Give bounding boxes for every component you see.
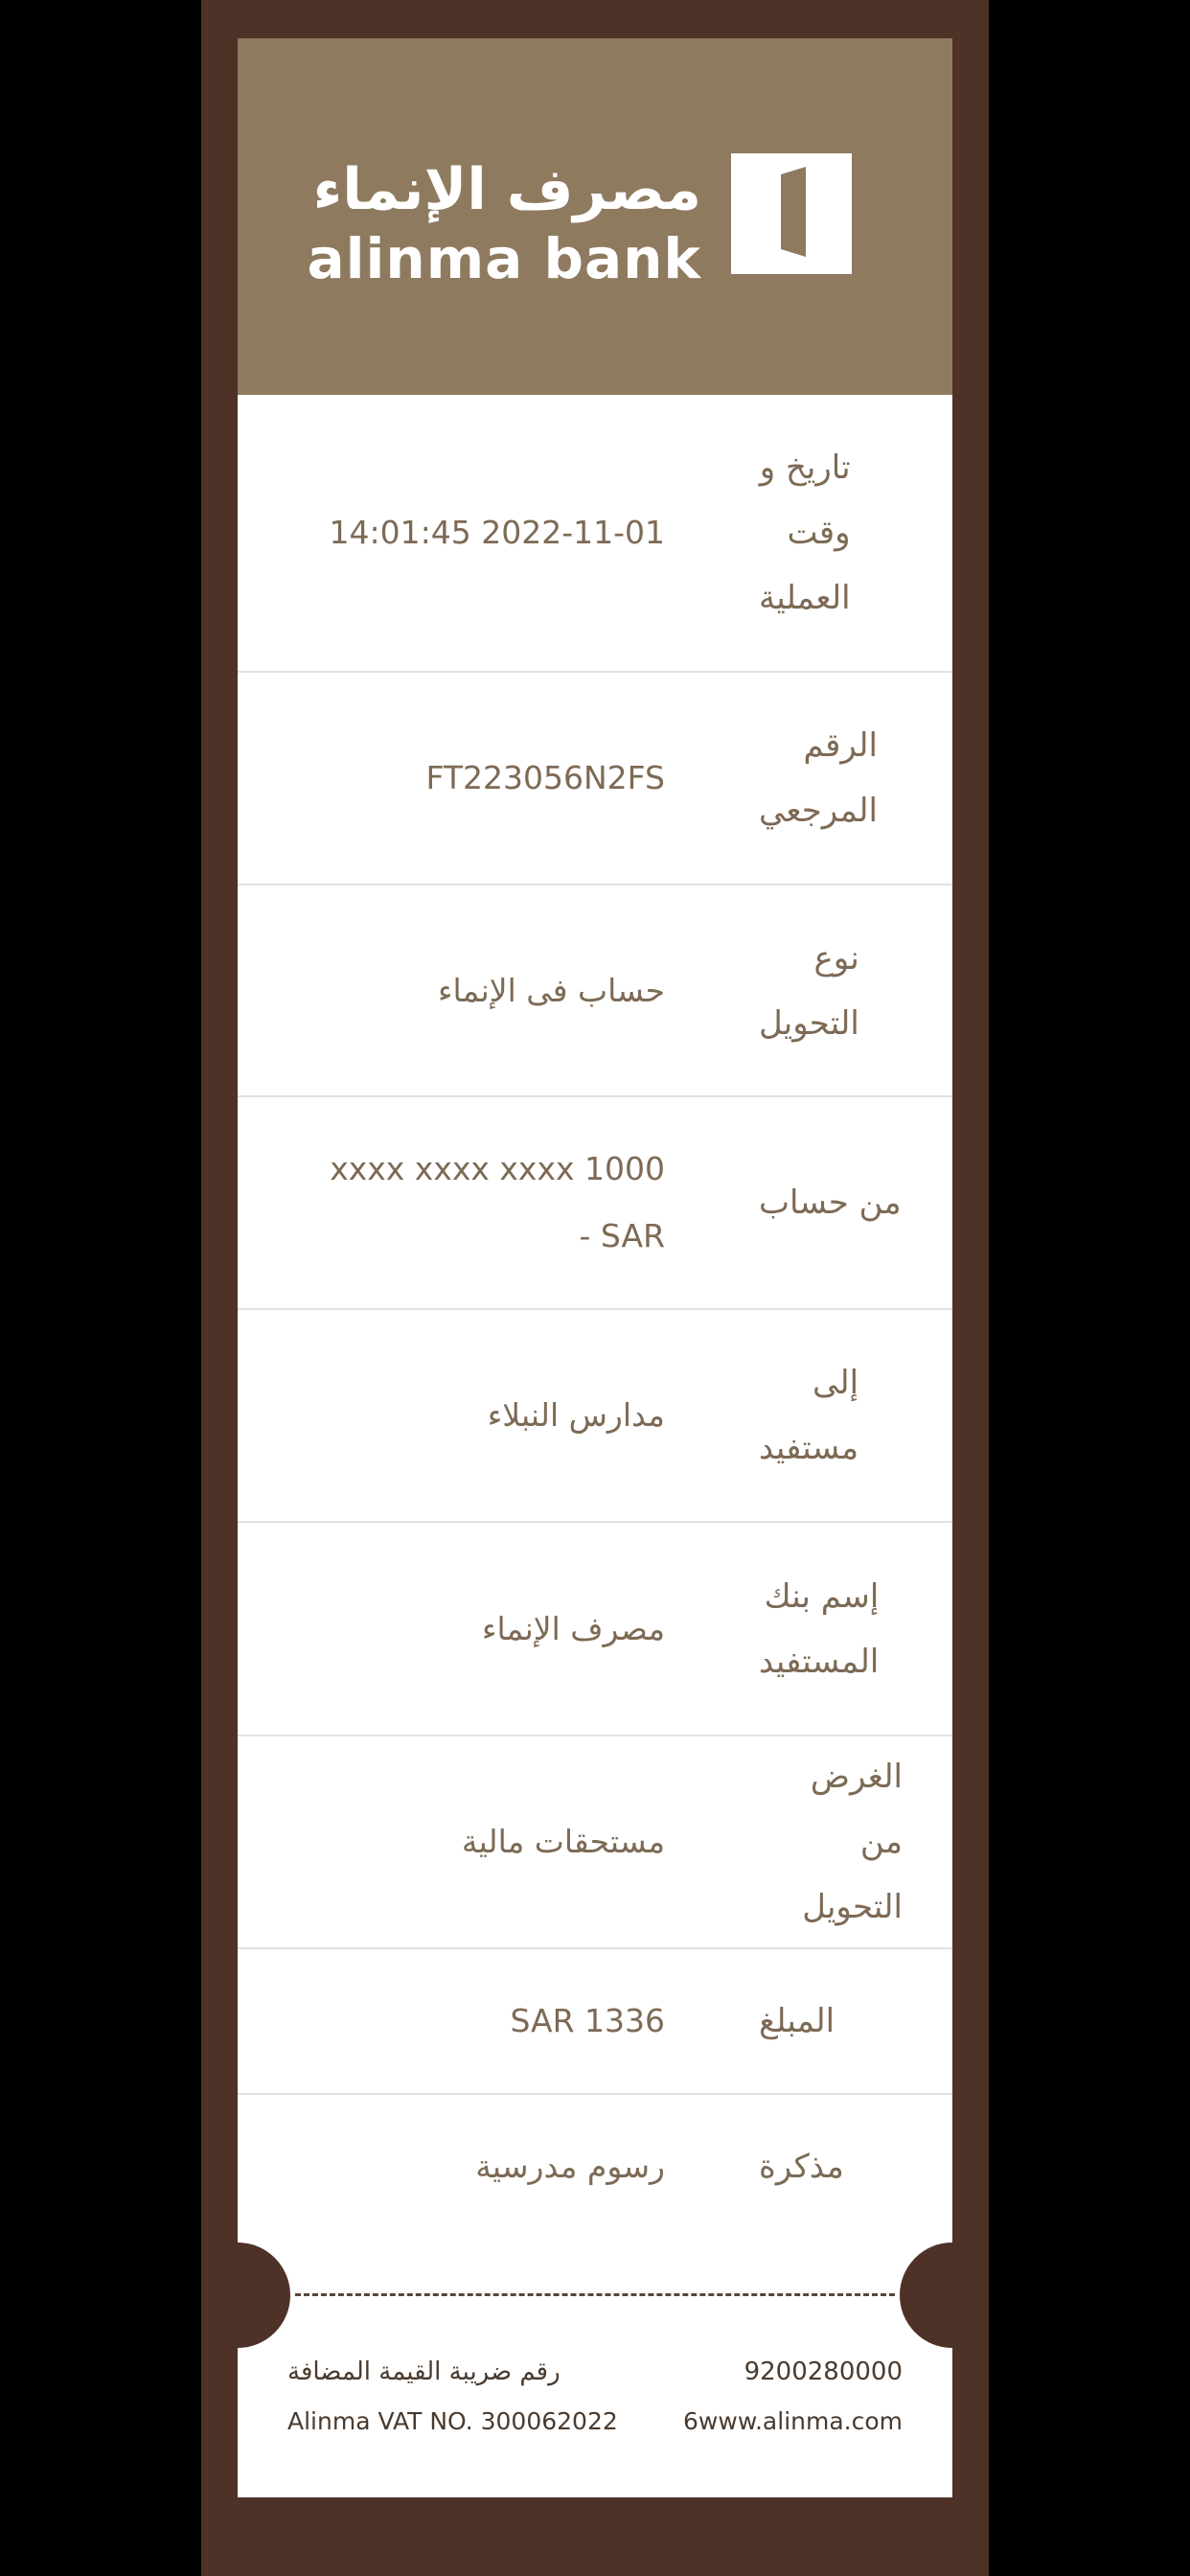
label-line: وقت <box>787 514 851 552</box>
alinma-door-logo-icon <box>731 153 852 274</box>
label-beneficiary <box>759 1310 903 1521</box>
label-line: المرجعي <box>759 792 878 830</box>
row-memo <box>238 2095 952 2239</box>
value-beneficiary-bank: مصرف الإنماء <box>481 1609 665 1647</box>
tear-line-divider <box>295 2293 895 2296</box>
label-beneficiary-bank <box>759 1523 903 1735</box>
account-number: xxxx xxxx xxxx 1000 <box>330 1150 665 1187</box>
bank-logo-text <box>299 151 701 289</box>
value-beneficiary: مدارس النبلاء <box>487 1396 665 1434</box>
row-transfer-type <box>238 886 952 1097</box>
label-line: مستفيد <box>759 1429 859 1467</box>
value-amount: SAR 1336 <box>510 2002 665 2039</box>
account-currency: - SAR <box>579 1217 665 1254</box>
label-line: التحويل <box>759 1003 859 1043</box>
row-transfer-purpose <box>238 1736 952 1949</box>
value-transfer-type: حساب فى الإنماء <box>437 971 665 1009</box>
label-line: إلى <box>812 1364 859 1402</box>
label-line: مذكرة <box>759 2148 844 2186</box>
label-line: الرقم <box>803 726 878 765</box>
label-line: المستفيد <box>759 1642 880 1681</box>
label-amount <box>759 1949 903 2093</box>
ticket-notch-left <box>238 2242 290 2348</box>
label-line: العملية <box>759 579 851 617</box>
row-transaction-datetime <box>238 395 952 673</box>
label-transfer-purpose <box>759 1736 903 1947</box>
row-from-account <box>238 1097 952 1310</box>
label-from-account <box>759 1097 903 1308</box>
bank-name-english: alinma bank <box>307 226 701 291</box>
footer-info-row <box>287 2407 903 2455</box>
label-line: التحويل <box>802 1888 903 1926</box>
footer-vat-row <box>287 2358 903 2405</box>
bank-name-arabic: مصرف الإنماء <box>312 156 701 223</box>
label-line: نوع <box>813 938 859 978</box>
website-link[interactable]: 6www.alinma.com <box>683 2407 903 2435</box>
label-reference-number <box>759 673 903 884</box>
row-beneficiary-bank <box>238 1523 952 1736</box>
label-memo <box>759 2095 903 2239</box>
vat-label-english: Alinma VAT NO. 300062022 <box>287 2407 618 2435</box>
label-line: تاريخ و <box>759 448 851 487</box>
label-line: إسم بنك <box>764 1576 880 1616</box>
vat-number: 9200280000 <box>744 2358 903 2386</box>
value-reference-number: FT223056N2FS <box>425 759 665 796</box>
transfer-receipt <box>238 38 952 2497</box>
label-line: المبلغ <box>759 2002 835 2040</box>
value-memo: رسوم مدرسية <box>475 2148 665 2185</box>
row-amount <box>238 1949 952 2095</box>
row-beneficiary <box>238 1310 952 1523</box>
receipt-footer <box>287 2358 903 2455</box>
ticket-notch-right <box>900 2242 952 2348</box>
value-from-account <box>282 1097 665 1308</box>
value-transaction-datetime: 14:01:45 2022-11-01 <box>329 514 665 551</box>
receipt-details <box>238 395 952 2239</box>
label-line: الغرض من <box>810 1758 903 1861</box>
label-transaction-datetime <box>759 395 903 671</box>
label-transfer-type <box>759 886 903 1095</box>
value-transfer-purpose: مستحقات مالية <box>461 1823 665 1860</box>
receipt-header <box>238 38 952 395</box>
vat-label-arabic: رقم ضريبة القيمة المضافة <box>287 2358 561 2386</box>
row-reference-number <box>238 673 952 886</box>
label-line: من حساب <box>759 1184 902 1222</box>
